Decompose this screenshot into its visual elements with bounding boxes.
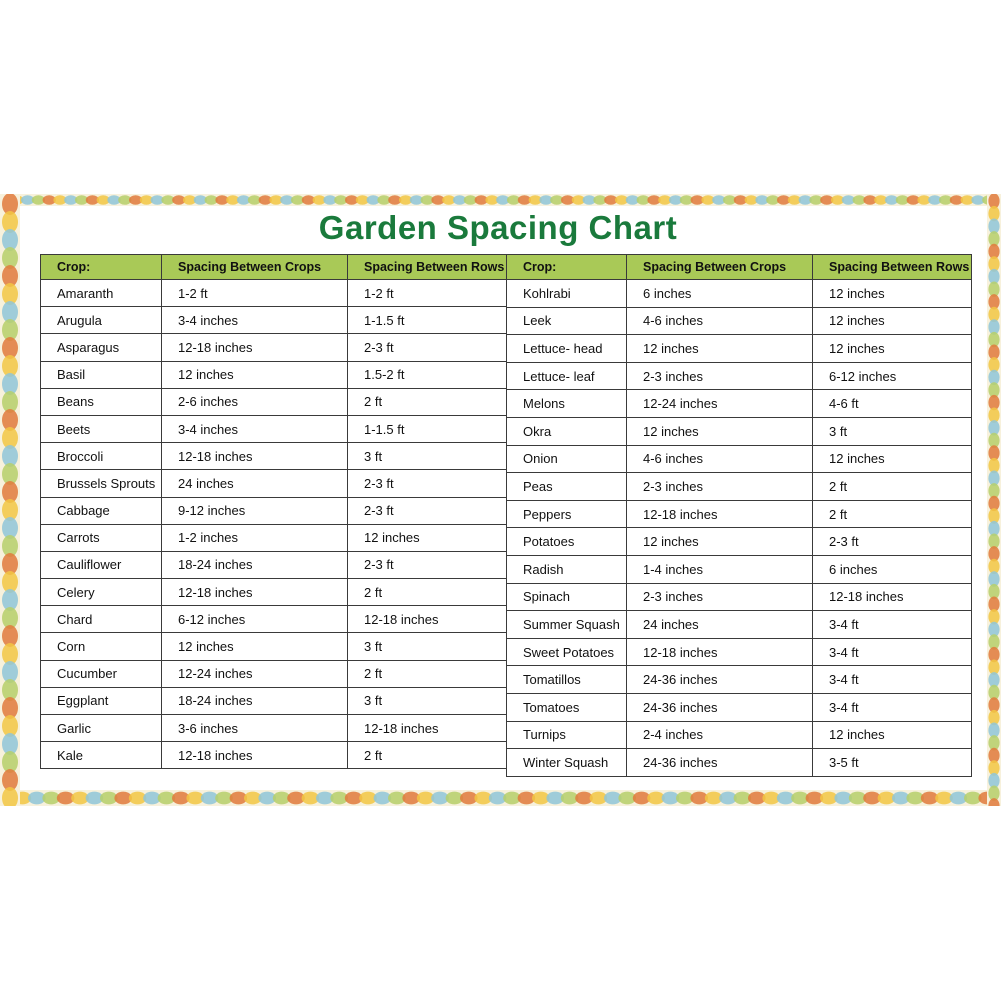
- header-crop: Crop:: [507, 255, 627, 280]
- spacing-between-crops-cell: 3-6 inches: [162, 715, 348, 742]
- spacing-between-crops-cell: 2-6 inches: [162, 388, 348, 415]
- spacing-between-crops-cell: 2-3 inches: [627, 583, 813, 611]
- table-row: [41, 687, 507, 714]
- crop-cell: Cabbage: [41, 497, 162, 524]
- table-row: [507, 307, 972, 335]
- spacing-between-crops-cell: 1-2 ft: [162, 280, 348, 307]
- spacing-between-rows-cell: 1.5-2 ft: [348, 361, 507, 388]
- spacing-between-crops-cell: 3-4 inches: [162, 415, 348, 442]
- crop-cell: Beets: [41, 415, 162, 442]
- spacing-between-rows-cell: 3-4 ft: [813, 611, 972, 639]
- table-row: [507, 721, 972, 749]
- table-row: [41, 742, 507, 769]
- spacing-between-crops-cell: 12-18 inches: [162, 742, 348, 769]
- spacing-between-rows-cell: 12 inches: [813, 307, 972, 335]
- spacing-between-crops-cell: 3-4 inches: [162, 307, 348, 334]
- table-row: [507, 528, 972, 556]
- spacing-between-rows-cell: 2 ft: [348, 660, 507, 687]
- crop-cell: Basil: [41, 361, 162, 388]
- crop-cell: Cucumber: [41, 660, 162, 687]
- spacing-between-rows-cell: 3 ft: [813, 417, 972, 445]
- spacing-between-rows-cell: 12 inches: [348, 524, 507, 551]
- spacing-between-crops-cell: 12-18 inches: [162, 334, 348, 361]
- spacing-between-rows-cell: 12 inches: [813, 335, 972, 363]
- spacing-between-crops-cell: 12 inches: [162, 361, 348, 388]
- header-crop: Crop:: [41, 255, 162, 280]
- spacing-between-rows-cell: 1-1.5 ft: [348, 415, 507, 442]
- spacing-between-rows-cell: 3-5 ft: [813, 749, 972, 777]
- spacing-between-crops-cell: 6 inches: [627, 280, 813, 308]
- table-row: [507, 473, 972, 501]
- spacing-between-rows-cell: 2 ft: [813, 500, 972, 528]
- table-row: [41, 579, 507, 606]
- spacing-between-rows-cell: 1-1.5 ft: [348, 307, 507, 334]
- crop-cell: Celery: [41, 579, 162, 606]
- spacing-between-crops-cell: 2-4 inches: [627, 721, 813, 749]
- spacing-between-rows-cell: 2-3 ft: [348, 497, 507, 524]
- spacing-between-rows-cell: 12-18 inches: [813, 583, 972, 611]
- spacing-between-rows-cell: 3 ft: [348, 633, 507, 660]
- crop-cell: Peppers: [507, 500, 627, 528]
- table-row: [41, 715, 507, 742]
- spacing-between-rows-cell: 3 ft: [348, 687, 507, 714]
- crop-cell: Carrots: [41, 524, 162, 551]
- crop-cell: Okra: [507, 417, 627, 445]
- spacing-between-rows-cell: 12-18 inches: [348, 606, 507, 633]
- table-row: [41, 443, 507, 470]
- spacing-between-crops-cell: 24-36 inches: [627, 666, 813, 694]
- spacing-between-crops-cell: 12-24 inches: [162, 660, 348, 687]
- table-header-row: [41, 255, 507, 280]
- spacing-between-crops-cell: 12-18 inches: [627, 500, 813, 528]
- table-row: [41, 415, 507, 442]
- table-row: [507, 611, 972, 639]
- spacing-between-rows-cell: 6 inches: [813, 555, 972, 583]
- crop-cell: Chard: [41, 606, 162, 633]
- crop-cell: Onion: [507, 445, 627, 473]
- table-header-row: [507, 255, 972, 280]
- decorative-border-right: [987, 194, 1001, 806]
- decorative-border-bottom: [0, 790, 1001, 806]
- crop-cell: Cauliflower: [41, 551, 162, 578]
- spacing-between-crops-cell: 24-36 inches: [627, 693, 813, 721]
- crop-cell: Lettuce- head: [507, 335, 627, 363]
- spacing-between-rows-cell: 3-4 ft: [813, 666, 972, 694]
- table-row: [41, 470, 507, 497]
- table-row: [41, 660, 507, 687]
- crop-cell: Leek: [507, 307, 627, 335]
- spacing-between-rows-cell: 3-4 ft: [813, 638, 972, 666]
- crop-cell: Tomatillos: [507, 666, 627, 694]
- table-row: [507, 666, 972, 694]
- spacing-between-crops-cell: 6-12 inches: [162, 606, 348, 633]
- spacing-between-crops-cell: 2-3 inches: [627, 473, 813, 501]
- crop-cell: Lettuce- leaf: [507, 362, 627, 390]
- table-row: [41, 497, 507, 524]
- table-row: [507, 500, 972, 528]
- spacing-between-crops-cell: 12-24 inches: [627, 390, 813, 418]
- table-row: [507, 693, 972, 721]
- table-row: [41, 388, 507, 415]
- spacing-between-rows-cell: 2 ft: [348, 579, 507, 606]
- crop-cell: Brussels Sprouts: [41, 470, 162, 497]
- spacing-between-crops-cell: 12-18 inches: [162, 443, 348, 470]
- spacing-between-crops-cell: 24 inches: [627, 611, 813, 639]
- crop-cell: Beans: [41, 388, 162, 415]
- spacing-between-rows-cell: 2 ft: [348, 742, 507, 769]
- crop-cell: Potatoes: [507, 528, 627, 556]
- spacing-between-crops-cell: 18-24 inches: [162, 551, 348, 578]
- spacing-between-crops-cell: 12 inches: [627, 335, 813, 363]
- header-spacing-between-rows: Spacing Between Rows: [813, 255, 972, 280]
- spacing-between-crops-cell: 4-6 inches: [627, 445, 813, 473]
- crop-cell: Broccoli: [41, 443, 162, 470]
- crop-cell: Spinach: [507, 583, 627, 611]
- crop-cell: Tomatoes: [507, 693, 627, 721]
- spacing-between-rows-cell: 3 ft: [348, 443, 507, 470]
- header-spacing-between-rows: Spacing Between Rows: [348, 255, 507, 280]
- spacing-between-crops-cell: 18-24 inches: [162, 687, 348, 714]
- spacing-between-crops-cell: 12 inches: [627, 417, 813, 445]
- table-row: [41, 524, 507, 551]
- decorative-border-top: [0, 194, 1001, 206]
- crop-cell: Asparagus: [41, 334, 162, 361]
- spacing-table-right: [506, 254, 972, 777]
- crop-cell: Peas: [507, 473, 627, 501]
- header-spacing-between-crops: Spacing Between Crops: [162, 255, 348, 280]
- crop-cell: Corn: [41, 633, 162, 660]
- crop-cell: Winter Squash: [507, 749, 627, 777]
- spacing-between-rows-cell: 2-3 ft: [348, 334, 507, 361]
- table-row: [41, 633, 507, 660]
- spacing-between-rows-cell: 2 ft: [348, 388, 507, 415]
- crop-cell: Sweet Potatoes: [507, 638, 627, 666]
- table-row: [507, 445, 972, 473]
- crop-cell: Summer Squash: [507, 611, 627, 639]
- spacing-between-crops-cell: 1-2 inches: [162, 524, 348, 551]
- spacing-between-rows-cell: 12 inches: [813, 280, 972, 308]
- spacing-between-rows-cell: 2-3 ft: [348, 470, 507, 497]
- spacing-between-crops-cell: 2-3 inches: [627, 362, 813, 390]
- spacing-table-left: [40, 254, 507, 769]
- table-row: [41, 606, 507, 633]
- table-row: [507, 280, 972, 308]
- spacing-between-rows-cell: 2 ft: [813, 473, 972, 501]
- spacing-between-crops-cell: 4-6 inches: [627, 307, 813, 335]
- spacing-between-crops-cell: 1-4 inches: [627, 555, 813, 583]
- crop-cell: Kohlrabi: [507, 280, 627, 308]
- crop-cell: Amaranth: [41, 280, 162, 307]
- crop-cell: Kale: [41, 742, 162, 769]
- table-row: [507, 583, 972, 611]
- spacing-between-crops-cell: 12-18 inches: [162, 579, 348, 606]
- table-row: [507, 362, 972, 390]
- spacing-between-rows-cell: 12 inches: [813, 721, 972, 749]
- spacing-between-rows-cell: 12 inches: [813, 445, 972, 473]
- table-row: [41, 551, 507, 578]
- table-row: [507, 417, 972, 445]
- spacing-between-crops-cell: 24 inches: [162, 470, 348, 497]
- spacing-between-rows-cell: 6-12 inches: [813, 362, 972, 390]
- spacing-between-rows-cell: 3-4 ft: [813, 693, 972, 721]
- table-row: [507, 555, 972, 583]
- table-row: [41, 361, 507, 388]
- crop-cell: Melons: [507, 390, 627, 418]
- spacing-between-rows-cell: 2-3 ft: [813, 528, 972, 556]
- table-row: [41, 334, 507, 361]
- table-row: [507, 390, 972, 418]
- spacing-between-rows-cell: 1-2 ft: [348, 280, 507, 307]
- crop-cell: Garlic: [41, 715, 162, 742]
- spacing-between-crops-cell: 12 inches: [627, 528, 813, 556]
- spacing-between-crops-cell: 24-36 inches: [627, 749, 813, 777]
- header-spacing-between-crops: Spacing Between Crops: [627, 255, 813, 280]
- spacing-between-crops-cell: 12-18 inches: [627, 638, 813, 666]
- decorative-border-left: [0, 194, 20, 806]
- table-row: [507, 638, 972, 666]
- table-row: [41, 307, 507, 334]
- crop-cell: Radish: [507, 555, 627, 583]
- spacing-between-crops-cell: 12 inches: [162, 633, 348, 660]
- crop-cell: Eggplant: [41, 687, 162, 714]
- crop-cell: Arugula: [41, 307, 162, 334]
- table-row: [507, 749, 972, 777]
- spacing-between-rows-cell: 12-18 inches: [348, 715, 507, 742]
- table-row: [507, 335, 972, 363]
- spacing-between-crops-cell: 9-12 inches: [162, 497, 348, 524]
- table-row: [41, 280, 507, 307]
- chart-title: Garden Spacing Chart: [318, 209, 678, 246]
- spacing-between-rows-cell: 2-3 ft: [348, 551, 507, 578]
- crop-cell: Turnips: [507, 721, 627, 749]
- spacing-between-rows-cell: 4-6 ft: [813, 390, 972, 418]
